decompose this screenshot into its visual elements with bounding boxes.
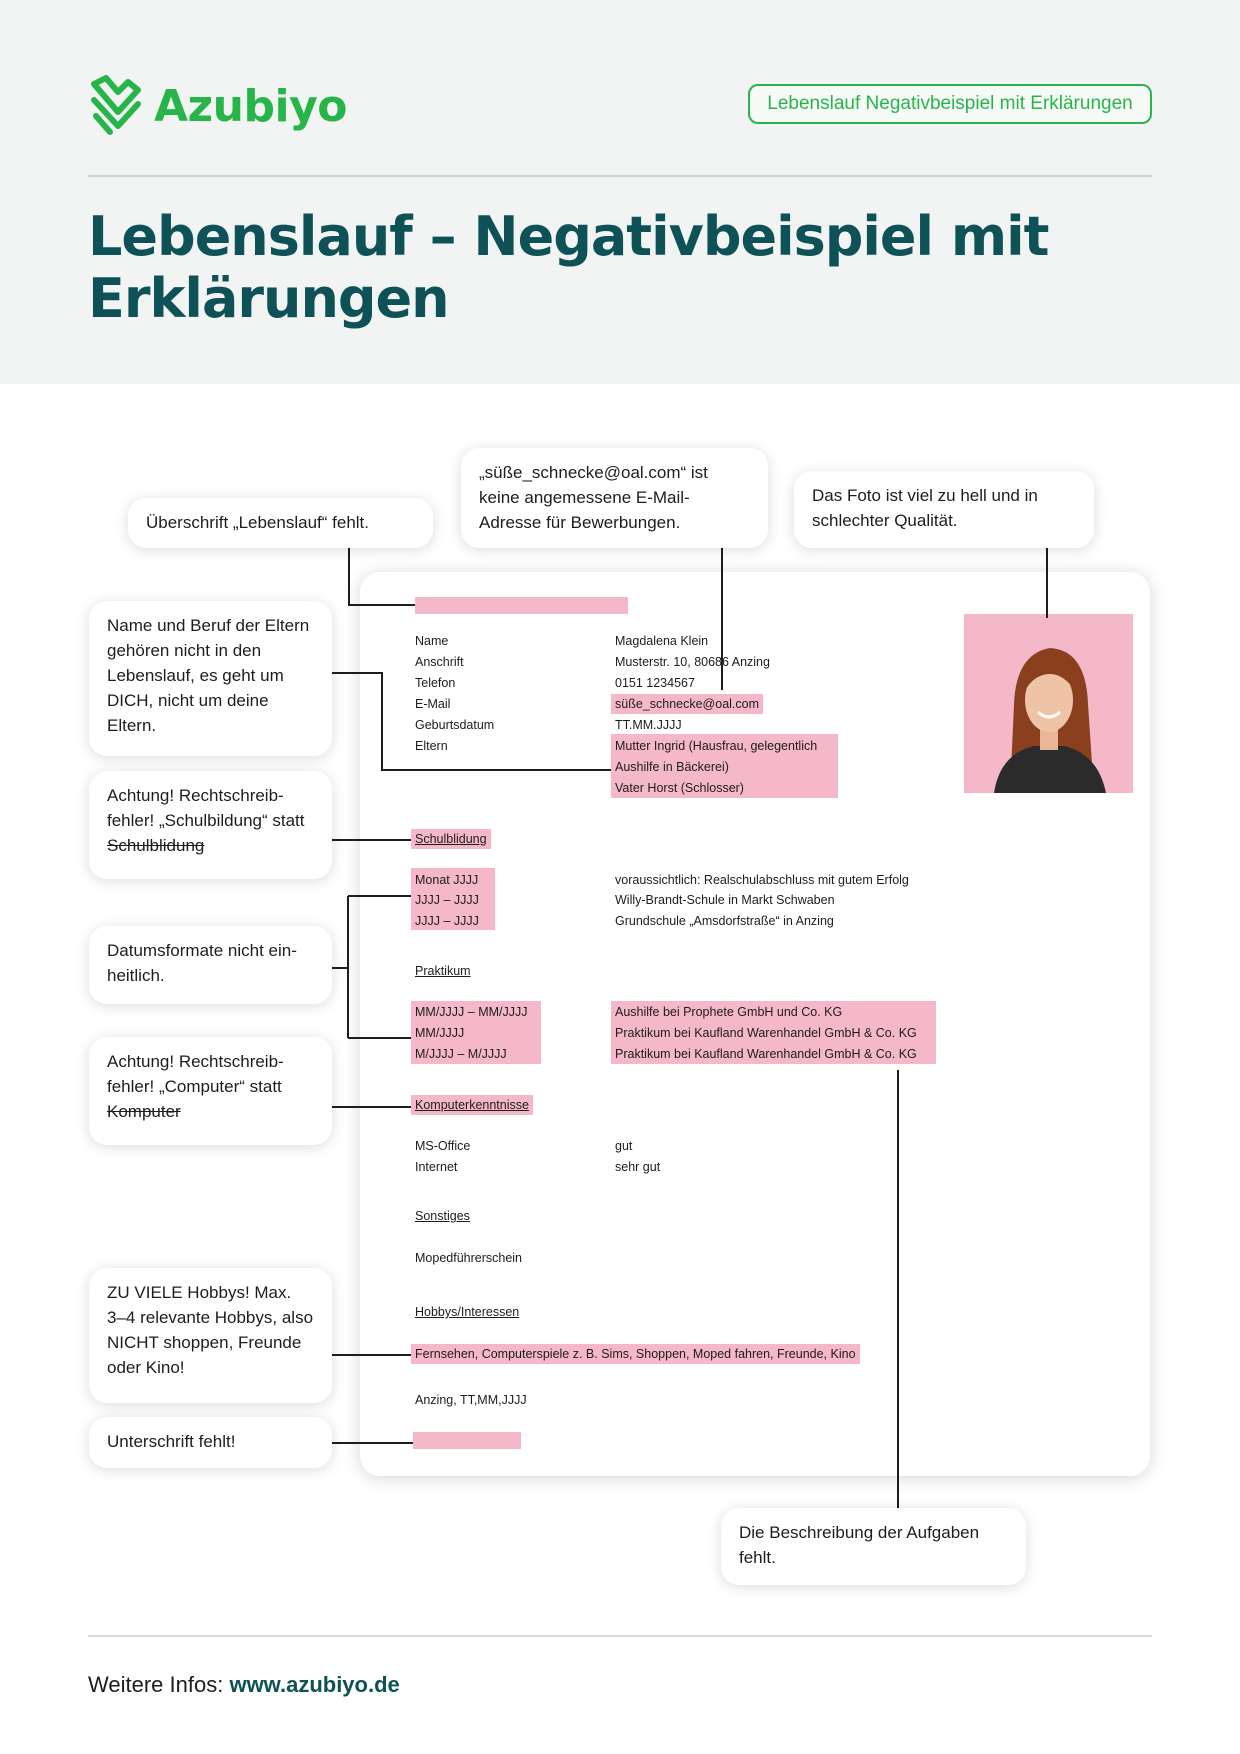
internship-entry: Aushilfe bei Prophete GmbH und Co. KG — [615, 1005, 843, 1019]
cv-label-address: Anschrift — [415, 655, 464, 669]
school-entry: Grundschule „Amsdorfstraße“ in Anzing — [615, 914, 834, 928]
applicant-photo — [964, 614, 1133, 793]
document-tag: Lebenslauf Negativbeispiel mit Erklärungen — [748, 84, 1152, 124]
cv-value-address: Musterstr. 10, 80686 Anzing — [615, 655, 770, 669]
computer-skill-value: gut — [615, 1139, 633, 1153]
cv-label-phone: Telefon — [415, 676, 456, 690]
internship-entry: Praktikum bei Kaufland Warenhandel GmbH & Co. KG — [615, 1026, 917, 1040]
page-title: Lebenslauf – Negativbeispiel mit Erklärungen — [88, 205, 1049, 330]
place-date: Anzing, TT,MM,JJJJ — [415, 1393, 527, 1407]
callout-photo: Das Foto ist viel zu hell und in schlechter Qualität. — [794, 471, 1094, 548]
callout-email: „süße_schnecke@oal.com“ ist keine angemessene E-Mail-Adresse für Bewerbungen. — [461, 448, 768, 548]
cv-label-name: Name — [415, 634, 449, 648]
hobbies-entry: Fernsehen, Computerspiele z. B. Sims, Shoppen, Moped fahren, Freunde, Kino — [411, 1344, 860, 1364]
internship-date: MM/JJJJ — [415, 1026, 465, 1040]
cv-value-phone: 0151 1234567 — [615, 676, 695, 690]
callout-hobbies: ZU VIELE Hobbys! Max. 3–4 relevante Hobbys, also NICHT shoppen, Freunde oder Kino! — [89, 1268, 332, 1403]
brand-logo[interactable] — [88, 74, 347, 138]
callout-spelling-school-wrong: Schulblidung — [107, 836, 205, 855]
section-heading-computer: Komputerkenntnisse — [411, 1095, 533, 1115]
school-date: JJJJ – JJJJ — [415, 893, 479, 907]
section-heading-internship: Praktikum — [415, 964, 471, 978]
callout-spelling-school-text: Achtung! Rechtschreib-fehler! „Schulbildung“ statt — [107, 786, 305, 830]
person-photo-icon — [964, 614, 1133, 793]
header-band — [0, 0, 1240, 384]
cv-value-parents-3: Vater Horst (Schlosser) — [615, 781, 744, 795]
cv-value-name: Magdalena Klein — [615, 634, 709, 648]
callout-date-formats: Datumsformate nicht ein-heitlich. — [89, 926, 332, 1004]
misc-entry: Mopedführerschein — [415, 1251, 523, 1265]
header-divider — [88, 175, 1152, 177]
school-date: Monat JJJJ — [415, 873, 479, 887]
callout-spelling-school — [89, 771, 332, 879]
school-entry: Willy-Brandt-Schule in Markt Schwaben — [615, 893, 835, 907]
azubiyo-logo-icon — [88, 74, 142, 138]
computer-skill-label: MS-Office — [415, 1139, 471, 1153]
callout-tasks: Die Beschreibung der Aufgaben fehlt. — [721, 1508, 1026, 1585]
computer-skill-value: sehr gut — [615, 1160, 661, 1174]
footer — [88, 1672, 400, 1698]
callout-spelling-computer-wrong: Komputer — [107, 1102, 181, 1121]
section-heading-hobbies: Hobbys/Interessen — [415, 1305, 520, 1319]
missing-signature-marker — [413, 1432, 521, 1449]
callout-parents: Name und Beruf der Eltern gehören nicht in den Lebenslauf, es geht um DICH, nicht um deine Eltern. — [89, 601, 332, 756]
computer-skill-label: Internet — [415, 1160, 458, 1174]
school-date: JJJJ – JJJJ — [415, 914, 479, 928]
school-entry: voraussichtlich: Realschulabschluss mit gutem Erfolg — [615, 873, 909, 887]
missing-heading-marker — [415, 597, 628, 614]
cv-value-email: süße_schnecke@oal.com — [611, 694, 763, 714]
section-heading-misc: Sonstiges — [415, 1209, 470, 1223]
cv-value-parents-2: Aushilfe in Bäckerei) — [615, 760, 729, 774]
internship-entry: Praktikum bei Kaufland Warenhandel GmbH & Co. KG — [615, 1047, 917, 1061]
callout-signature: Unterschrift fehlt! — [89, 1417, 332, 1468]
cv-value-birthdate: TT.MM.JJJJ — [615, 718, 682, 732]
internship-date: M/JJJJ – M/JJJJ — [415, 1047, 507, 1061]
brand-name: Azubiyo — [154, 80, 347, 132]
footer-link[interactable]: www.azubiyo.de — [229, 1672, 400, 1697]
callout-spelling-computer-text: Achtung! Rechtschreib-fehler! „Computer“ statt — [107, 1052, 284, 1096]
callout-spelling-computer — [89, 1037, 332, 1145]
cv-label-email: E-Mail — [415, 697, 451, 711]
section-heading-school: Schulblidung — [411, 829, 491, 849]
cv-label-birthdate: Geburtsdatum — [415, 718, 495, 732]
callout-heading-missing: Überschrift „Lebenslauf“ fehlt. — [128, 498, 433, 548]
footer-label: Weitere Infos: — [88, 1672, 224, 1697]
internship-date: MM/JJJJ – MM/JJJJ — [415, 1005, 528, 1019]
cv-label-parents: Eltern — [415, 739, 448, 753]
footer-divider — [88, 1635, 1152, 1637]
cv-value-parents-1: Mutter Ingrid (Hausfrau, gelegentlich — [615, 739, 818, 753]
